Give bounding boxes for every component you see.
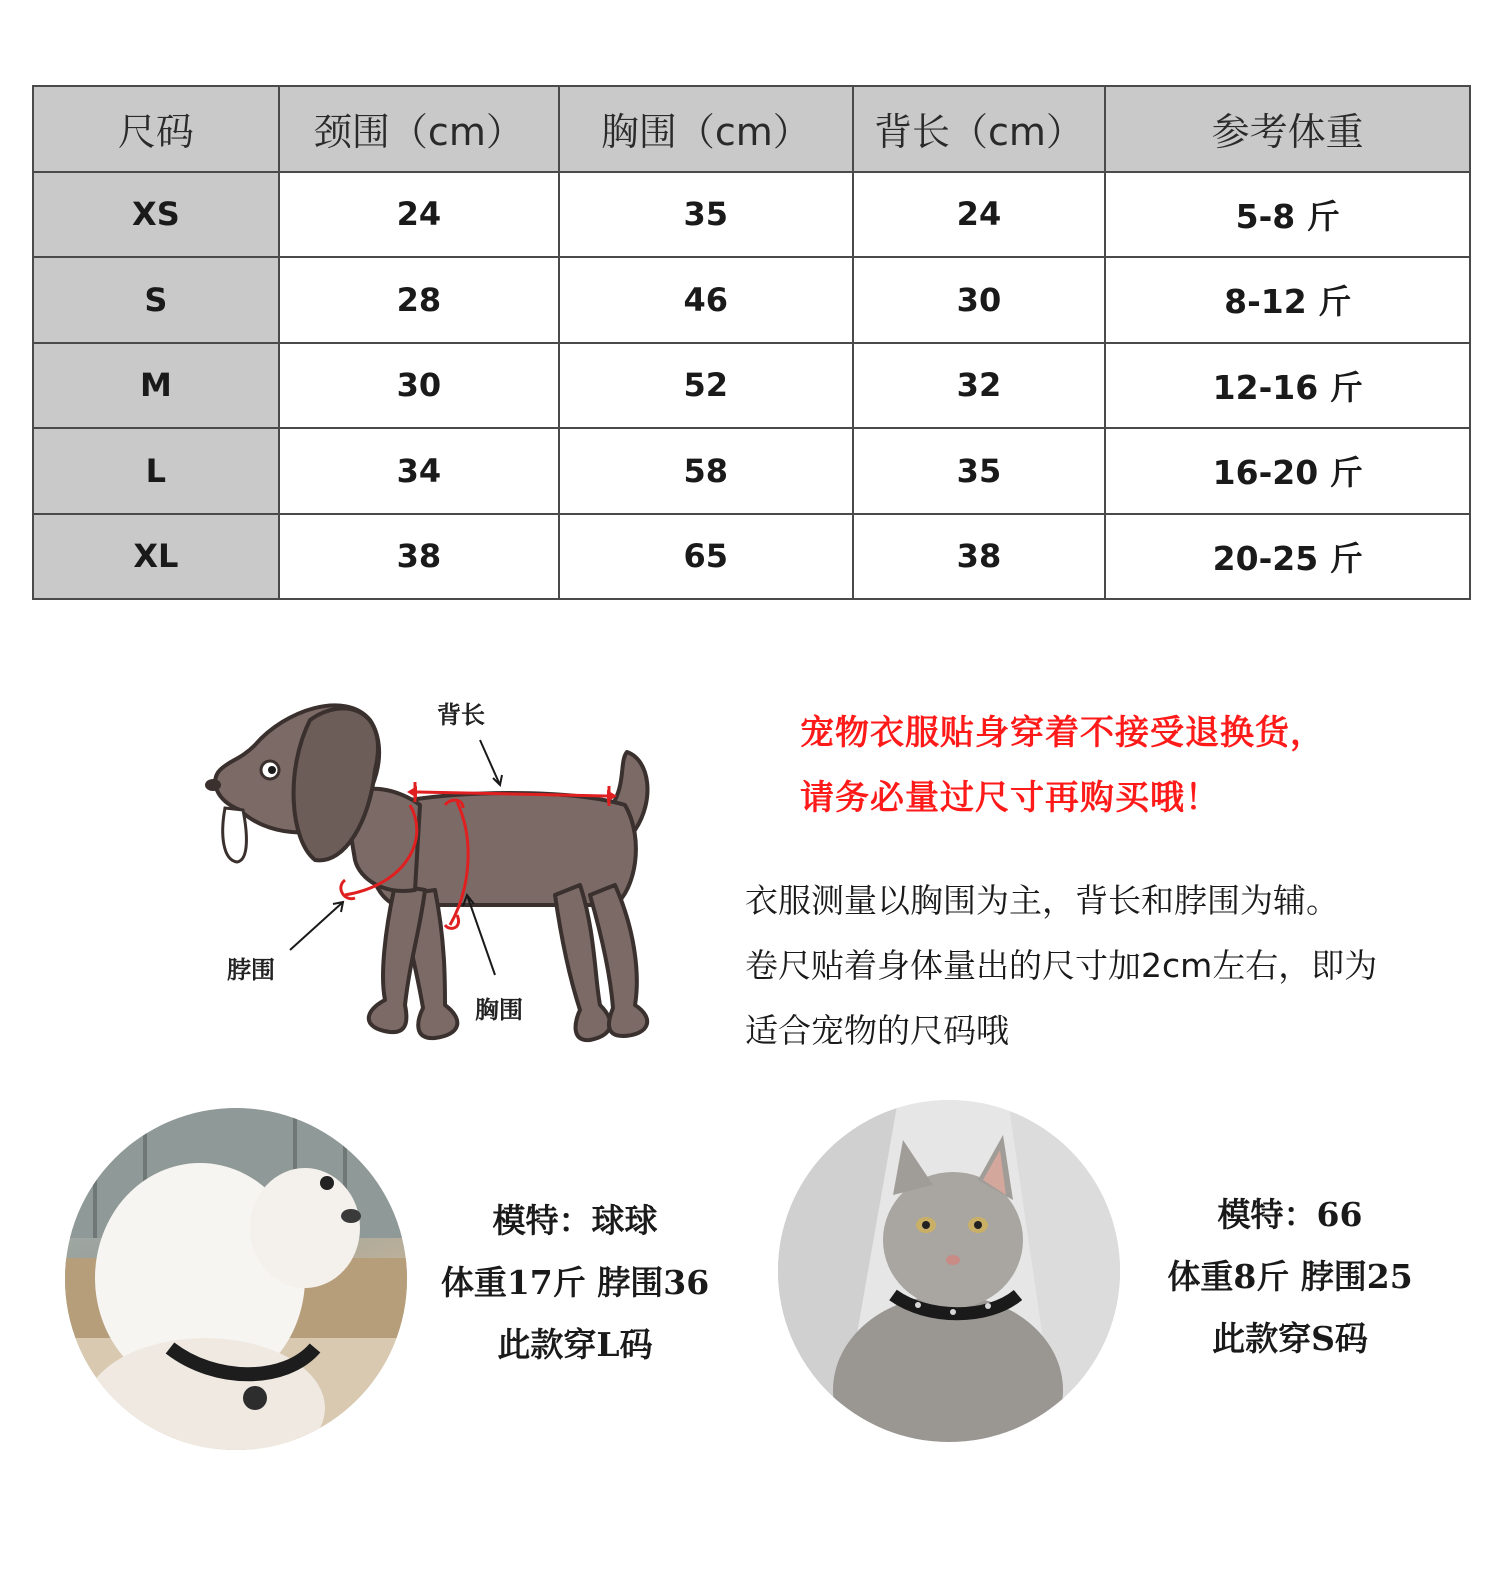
model-info-poodle (420, 1190, 730, 1376)
size-chart-table (32, 85, 1471, 600)
size-cell: S (33, 257, 279, 343)
measure-tip-line-1: 衣服测量以胸围为主，背长和脖围为辅。 (745, 881, 1339, 920)
size-cell: XS (33, 172, 279, 258)
back-cell: 30 (853, 257, 1106, 343)
weight-cell: 20-25 斤 (1105, 514, 1470, 600)
neck-girth-label: 脖围 (227, 956, 275, 984)
model-size: 此款穿S码 (1212, 1319, 1368, 1358)
dog-illustration (195, 690, 695, 1090)
neck-cell: 28 (279, 257, 559, 343)
model-name: 模特：66 (1217, 1195, 1363, 1234)
table-row (33, 257, 1470, 343)
size-cell: XL (33, 514, 279, 600)
back-cell: 35 (853, 428, 1106, 514)
chest-girth-label: 胸围 (475, 996, 523, 1024)
neck-cell: 30 (279, 343, 559, 429)
model-photo-poodle (65, 1108, 407, 1450)
header-weight: 参考体重 (1105, 86, 1470, 172)
measure-tip-line-2: 卷尺贴着身体量出的尺寸加2cm左右，即为 (745, 946, 1378, 985)
model-stats: 体重17斤 脖围36 (440, 1263, 710, 1302)
neck-cell: 24 (279, 172, 559, 258)
weight-cell: 12-16 斤 (1105, 343, 1470, 429)
header-back: 背长（cm） (853, 86, 1106, 172)
back-cell: 24 (853, 172, 1106, 258)
chest-cell: 46 (559, 257, 852, 343)
size-cell: M (33, 343, 279, 429)
measure-first-warning: 请务必量过尺寸再购买哦！ (800, 778, 1220, 818)
chest-cell: 35 (559, 172, 852, 258)
no-return-warning: 宠物衣服贴身穿着不接受退换货， (800, 713, 1325, 753)
table-row (33, 172, 1470, 258)
poodle-photo-illustration (65, 1108, 407, 1450)
dog-measurement-diagram (195, 690, 695, 1090)
back-cell: 38 (853, 514, 1106, 600)
chest-cell: 65 (559, 514, 852, 600)
neck-cell: 34 (279, 428, 559, 514)
model-size: 此款穿L码 (497, 1325, 653, 1364)
model-stats: 体重8斤 脖围25 (1167, 1257, 1413, 1296)
model-photo-cat (778, 1100, 1120, 1442)
table-row (33, 428, 1470, 514)
header-neck: 颈围（cm） (279, 86, 559, 172)
header-size: 尺码 (33, 86, 279, 172)
back-length-label: 背长 (437, 701, 485, 729)
size-cell: L (33, 428, 279, 514)
measure-tip-line-3: 适合宠物的尺码哦 (745, 1011, 1009, 1050)
table-row (33, 514, 1470, 600)
back-cell: 32 (853, 343, 1106, 429)
model-name: 模特：球球 (492, 1201, 658, 1240)
chest-cell: 52 (559, 343, 852, 429)
chest-cell: 58 (559, 428, 852, 514)
neck-cell: 38 (279, 514, 559, 600)
weight-cell: 8-12 斤 (1105, 257, 1470, 343)
cat-photo-illustration (778, 1100, 1120, 1442)
weight-cell: 5-8 斤 (1105, 172, 1470, 258)
weight-cell: 16-20 斤 (1105, 428, 1470, 514)
table-row (33, 343, 1470, 429)
header-chest: 胸围（cm） (559, 86, 852, 172)
table-header-row (33, 86, 1470, 172)
model-info-cat (1140, 1184, 1440, 1370)
